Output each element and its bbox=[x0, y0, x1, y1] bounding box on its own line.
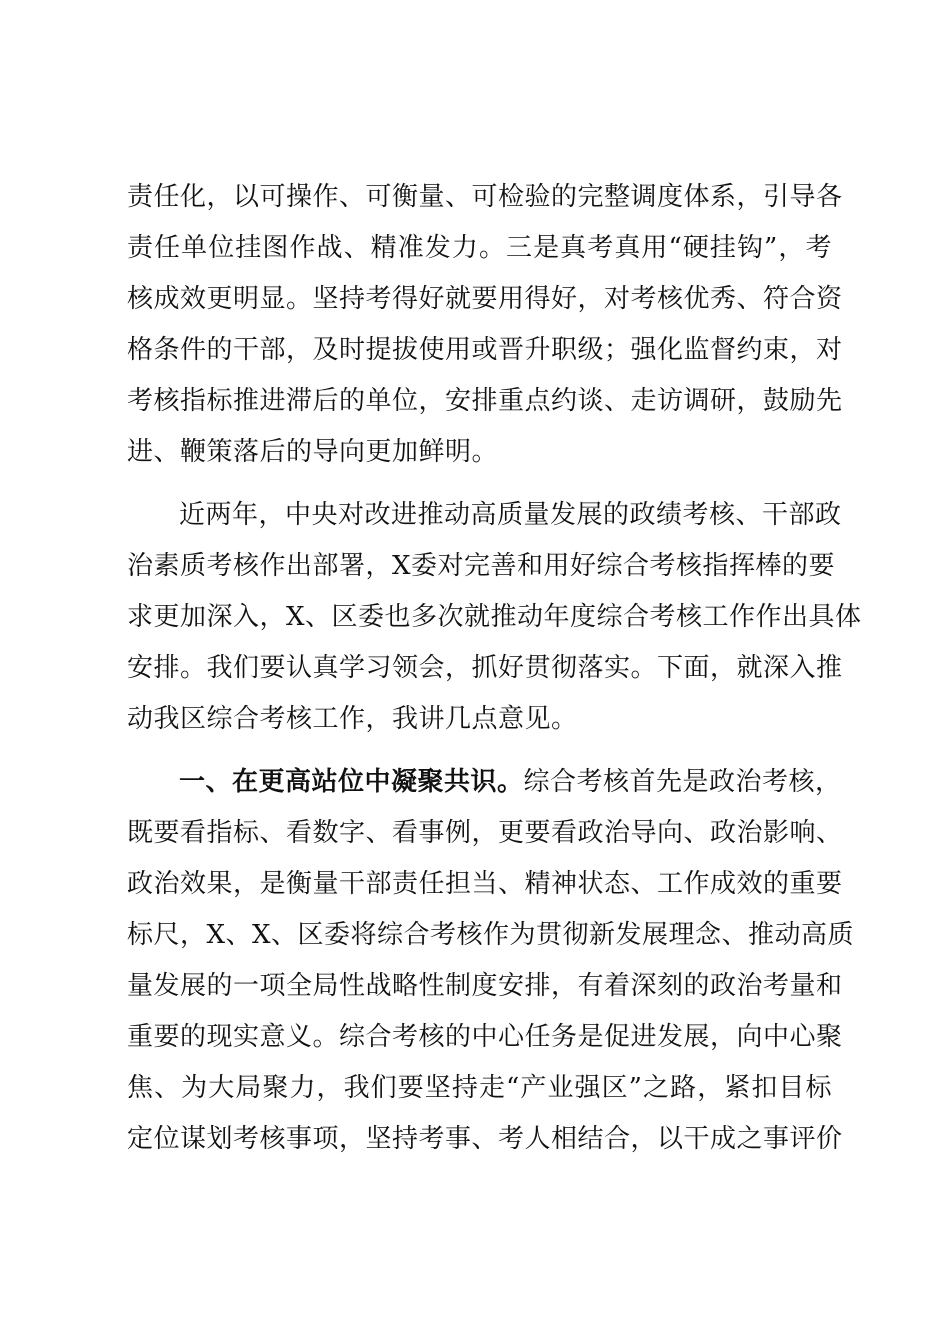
text-line: 标尺，X、X、区委将综合考核作为贯彻新发展理念、推动高质 bbox=[127, 920, 855, 950]
document-body bbox=[127, 172, 862, 1165]
paragraph bbox=[127, 490, 862, 745]
paragraph-spacer bbox=[127, 745, 832, 757]
text-line: 安排。我们要认真学习领会，抓好贯彻落实。下面，就深入推 bbox=[127, 653, 843, 683]
text-line: 量发展的一项全局性战略性制度安排，有着深刻的政治考量和 bbox=[127, 971, 843, 1001]
text-line: 既要看指标、看数字、看事例，更要看政治导向、政治影响、 bbox=[127, 818, 843, 848]
paragraph bbox=[127, 757, 855, 1165]
text-line: 近两年，中央对改进推动高质量发展的政绩考核、干部政 bbox=[179, 500, 842, 530]
text-line: 定位谋划考核事项，坚持考事、考人相结合，以干成之事评价 bbox=[127, 1124, 843, 1154]
text-line: 重要的现实意义。综合考核的中心任务是促进发展，向中心聚 bbox=[127, 1022, 843, 1052]
heading-continuation: 综合考核首先是政治考核， bbox=[523, 767, 842, 797]
section-heading: 一、在更高站位中凝聚共识。 bbox=[179, 767, 524, 797]
text-line: 考核指标推进滞后的单位，安排重点约谈、走访调研，鼓励先 bbox=[127, 386, 843, 416]
paragraph-spacer bbox=[127, 478, 832, 490]
text-line: 进、鞭策落后的导向更加鲜明。 bbox=[127, 437, 499, 467]
text-line: 焦、为大局聚力，我们要坚持走“产业强区”之路，紧扣目标 bbox=[127, 1073, 832, 1103]
text-line: 责任单位挂图作战、精准发力。三是真考真用“硬挂钩”，考 bbox=[127, 233, 832, 263]
text-line: 格条件的干部，及时提拔使用或晋升职级；强化监督约束，对 bbox=[127, 335, 843, 365]
paragraph bbox=[127, 172, 843, 478]
text-line: 责任化，以可操作、可衡量、可检验的完整调度体系，引导各 bbox=[127, 182, 843, 212]
text-line bbox=[127, 757, 842, 808]
text-line: 治素质考核作出部署，X委对完善和用好综合考核指挥棒的要 bbox=[127, 551, 836, 581]
text-line: 求更加深入，X、区委也多次就推动年度综合考核工作作出具体 bbox=[127, 602, 862, 632]
text-line: 政治效果，是衡量干部责任担当、精神状态、工作成效的重要 bbox=[127, 869, 843, 899]
text-line: 动我区综合考核工作，我讲几点意见。 bbox=[127, 704, 578, 734]
text-line: 核成效更明显。坚持考得好就要用得好，对考核优秀、符合资 bbox=[127, 284, 843, 314]
